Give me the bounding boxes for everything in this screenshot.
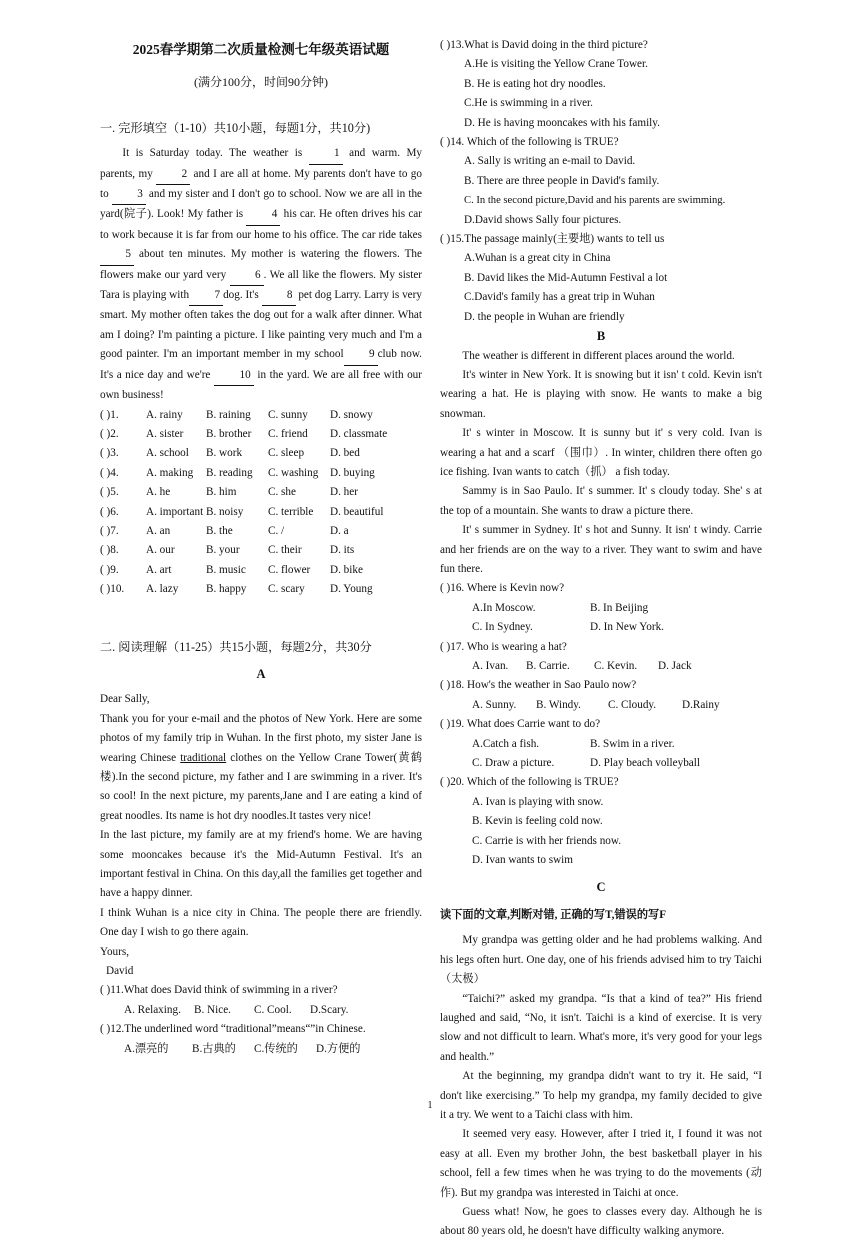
cloze-q9-n: ( )9. [100,563,119,576]
cloze-q1-a: A. rainy [146,408,183,421]
q20-option-c: C. Carrie is with her friends now. [472,834,622,847]
cloze-question-3 [100,444,422,463]
cloze-q4-c: C. washing [268,466,319,479]
cloze-q5-d: D. her [330,486,358,499]
letter-closing: Yours, [100,945,130,958]
cloze-passage: It is Saturday today. The weather is 1 and warm. My parents, my 2 and I are all at home. My parents don't have to go to 3 and my sister and I don't go to school. Now we are all in the yard(院子). Look! My father is 4 his car. He often drives his car to work because it is far from our home to his office. The car ride takes5 about ten minutes. My mother is watering the flowers. The flowers make our yard very 6 . We all like the flowers. My sister Tara is playing with 7 dog. It's 8 pet dog Larry. Larry is very smart. My mother often takes the dog out for a walk after dinner. What am I doing? I'm painting a picture. I like painting very much and I'm a good painter. I'm an important member in my school 9 club now. It's a nice day and we're 10 in the yard. We are all free with our own business! [100,144,422,405]
cloze-q5-c: C. she [268,486,296,499]
cloze-q2-c: C. friend [268,427,308,440]
cloze-q10-a: A. lazy [146,583,179,596]
section2-heading: 二. 阅读理解（11-25）共15小题，每题2分，共30分 [100,639,372,654]
q15-option-d: D. the people in Wuhan are friendly [464,310,625,323]
cloze-question-9 [100,561,422,580]
q15-option-b: B. David likes the Mid-Autumn Festival a lot [464,271,668,284]
page-subtitle: (满分100分，时间90分钟) [194,75,328,90]
cloze-q9-c: C. flower [268,563,311,576]
cloze-question-7 [100,522,422,541]
question-19: ( )19. What does Carrie want to do? [440,718,601,731]
cloze-question-6 [100,503,422,522]
left-column [100,0,422,1059]
cloze-q7-a: A. an [146,524,171,537]
blank-9: 9 [344,345,378,365]
cloze-q2-d: D. classmate [330,427,388,440]
blank-1: 1 [309,144,343,164]
passage-c-paragraph-3: At the beginning, my grandpa didn't want to try it. He said, “I don't like exercising.” To help my grandpa, my family decided to give it a try. We went to a Taichi class with him. [440,1070,762,1121]
blank-10: 10 [214,366,254,386]
question-17: ( )17. Who is wearing a hat? [440,640,567,653]
cloze-question-4 [100,464,422,483]
q13-option-a: A.He is visiting the Yellow Crane Tower. [464,58,648,71]
cloze-q3-c: C. sleep [268,447,305,460]
cloze-q2-n: ( )2. [100,427,119,440]
q14-option-d: D.David shows Sally four pictures. [464,213,622,226]
passage-c-paragraph-5: Guess what! Now, he goes to classes every day. Although he is about 80 years old, he doesn't have difficulty walking anymore. [440,1205,762,1238]
cloze-q9-d: D. bike [330,563,363,576]
passage-a-label: A [256,666,266,681]
passage-b-label: B [596,329,606,344]
question-19-options: A.Catch a fish. B. Swim in a river. C. Draw a picture. D. Play beach volleyball [472,737,700,770]
cloze-q3-b: B. work [206,447,243,460]
cloze-q6-c: C. terrible [268,505,314,518]
cloze-q7-b: B. the [206,524,233,537]
cloze-q4-d: D. buying [330,466,375,479]
underlined-word: traditional [180,751,227,764]
question-14: ( )14. Which of the following is TRUE? [440,136,619,149]
letter-paragraph-2: In the last picture, my family are at my friend's home. We are having some mooncakes because it's the Mid-Autumn Festival. It's an important festival in China. On this day,all the families get together and have a happy dinner. [100,829,422,900]
question-15: ( )15.The passage mainly(主要地) wants to tell us [440,233,665,246]
cloze-q10-n: ( )10. [100,583,125,596]
passage-c-instruction: 读下面的文章,判断对错, 正确的写T,错误的写F [440,908,667,921]
q20-option-d: D. Ivan wants to swim [472,854,573,867]
cloze-question-10 [100,580,422,599]
passage-c-paragraph-2: “Taichi?” asked my grandpa. “Is that a kind of tea?” His friend laughed and said, “No, it isn't. Taichi is a kind of exercise. It is very slow and not difficult to learn. What's more, it's very good for your legs and health.” [440,992,762,1063]
question-12-options: A.漂亮的 B.古典的 C.传统的 D.方便的 [124,1042,361,1055]
blank-6: 6 [230,266,264,286]
cloze-q8-a: A. our [146,544,175,557]
cloze-q4-a: A. making [146,466,194,479]
page-number: 1 [427,1100,433,1111]
passage-b-paragraph-4: It' s summer in Sydney. It' s hot and Sunny. It isn' t windy. Carrie and her friends are on the way to a river. They want to swim and have fun there. [440,524,762,575]
cloze-q6-b: B. noisy [206,505,244,518]
cloze-q2-a: A. sister [146,427,184,440]
cloze-q10-b: B. happy [206,583,247,596]
question-16: ( )16. Where is Kevin now? [440,582,565,595]
page-title: 2025春学期第二次质量检测七年级英语试题 [132,42,390,57]
q13-option-d: D. He is having mooncakes with his family. [464,116,660,129]
question-20: ( )20. Which of the following is TRUE? [440,776,619,789]
passage-c-label: C [596,880,606,895]
q14-option-b: B. There are three people in David's family. [464,174,660,187]
cloze-question-2 [100,425,422,444]
cloze-q2-b: B. brother [206,427,252,440]
cloze-question-5 [100,483,422,502]
passage-b-paragraph-2: It' s winter in Moscow. It is sunny but it' s very cold. Ivan is wearing a hat and a scarf （围巾）. In winter, children there often go ice fishing. Ivan wants to catch（抓） a fish today. [440,427,762,478]
cloze-q1-d: D. snowy [330,408,373,421]
cloze-question-1 [100,406,422,425]
cloze-q4-b: B. reading [206,466,253,479]
q20-option-b: B. Kevin is feeling cold now. [472,815,603,828]
cloze-q7-c: C. / [268,524,285,537]
cloze-q10-d: D. Young [330,583,373,596]
cloze-q6-a: A. important [146,505,204,518]
cloze-q4-n: ( )4. [100,466,119,479]
passage-b-paragraph-3: Sammy is in Sao Paulo. It' s summer. It' s cloudy today. She' s at the top of a mountain. She wants to draw a picture there. [440,485,762,517]
cloze-q9-b: B. music [206,563,246,576]
cloze-q3-a: A. school [146,447,189,460]
cloze-q1-n: ( )1. [100,408,119,421]
cloze-q5-b: B. him [206,486,237,499]
cloze-q6-d: D. beautiful [330,505,384,518]
blank-3: 3 [112,185,146,205]
blank-2: 2 [156,165,190,185]
question-11-options: A. Relaxing. B. Nice. C. Cool. D.Scary. [124,1003,349,1016]
q14-option-a: A. Sally is writing an e-mail to David. [464,155,636,168]
passage-c-paragraph-1: My grandpa was getting older and he had problems walking. And his legs often hurt. One day, one of his friends advised him to try Taichi（太极） [440,934,762,986]
q14-option-c: C. In the second picture,David and his parents are swimming. [464,195,726,207]
cloze-question-8 [100,541,422,560]
passage-b-paragraph-1: It's winter in New York. It is snowing but it isn' t cold. Kevin isn't wearing a hat. He is playing with snow. He wants to make a big snowman. [440,368,762,420]
cloze-q8-d: D. its [330,544,355,557]
letter-paragraph-3: I think Wuhan is a nice city in China. The people there are friendly. One day I wish to go there again. [100,906,422,939]
passage-b-intro: The weather is different in different places around the world. [462,349,735,362]
q20-option-a: A. Ivan is playing with snow. [472,795,604,808]
letter-signature: David [106,965,134,978]
question-11: ( )11.What does David think of swimming in a river? [100,984,338,997]
cloze-questions [100,406,422,600]
cloze-q5-n: ( )5. [100,486,119,499]
right-column [440,0,762,1242]
cloze-q8-n: ( )8. [100,544,119,557]
cloze-q8-b: B. your [206,544,240,557]
question-17-options: A. Ivan. B. Carrie. C. Kevin. D. Jack [472,660,692,672]
question-18-options: A. Sunny. B. Windy. C. Cloudy. D.Rainy [472,698,720,711]
blank-8: 8 [262,286,296,306]
question-12: ( )12.The underlined word “traditional”means“”in Chinese. [100,1023,366,1036]
letter-greeting: Dear Sally, [100,693,150,706]
cloze-q10-c: C. scary [268,583,305,596]
letter-paragraph-1: Thank you for your e-mail and the photos of New York. Here are some photos of my family trip in Wuhan. In the first photo, my sister Jane is wearing Chinese traditional clothes on the Yellow Crane Tower(黄鹤楼).In the second picture, my father and I are swimming in a river. It's so cool! In the next picture, my parents,Jane and I are eating a kind of great noodles. Its name is hot dry noodles.It tastes very nice! [100,712,422,822]
cloze-q7-d: D. a [330,524,349,537]
cloze-q5-a: A. he [146,486,171,499]
cloze-q1-c: C. sunny [268,408,308,421]
blank-7: 7 [189,286,223,306]
question-13: ( )13.What is David doing in the third picture? [440,39,648,51]
cloze-q8-c: C. their [268,544,302,557]
cloze-q3-n: ( )3. [100,447,119,460]
q15-option-a: A.Wuhan is a great city in China [464,252,611,265]
q13-option-b: B. He is eating hot dry noodles. [464,77,606,90]
cloze-q1-b: B. raining [206,408,251,421]
question-18: ( )18. How's the weather in Sao Paulo now? [440,679,637,692]
cloze-q6-n: ( )6. [100,505,119,518]
cloze-q7-n: ( )7. [100,524,119,537]
blank-5: 5 [100,245,134,265]
passage-c-paragraph-4: It seemed very easy. However, after I tried it, I found it was not easy at all. Even my brother John, the best basketball player in his school, fell a few times when he was trying to do the movements (动作). But my grandpa was interested in Taichi at once. [440,1128,762,1199]
question-16-options: A.In Moscow. B. In Beijing C. In Sydney. D. In New York. [472,601,664,634]
q13-option-c: C.He is swimming in a river. [464,97,593,110]
cloze-q9-a: A. art [146,563,172,576]
section1-heading: 一. 完形填空（1-10）共10小题，每题1分，共10分) [100,120,371,135]
cloze-q3-d: D. bed [330,447,360,460]
blank-4: 4 [246,205,280,225]
q15-option-c: C.David's family has a great trip in Wuhan [464,291,655,304]
